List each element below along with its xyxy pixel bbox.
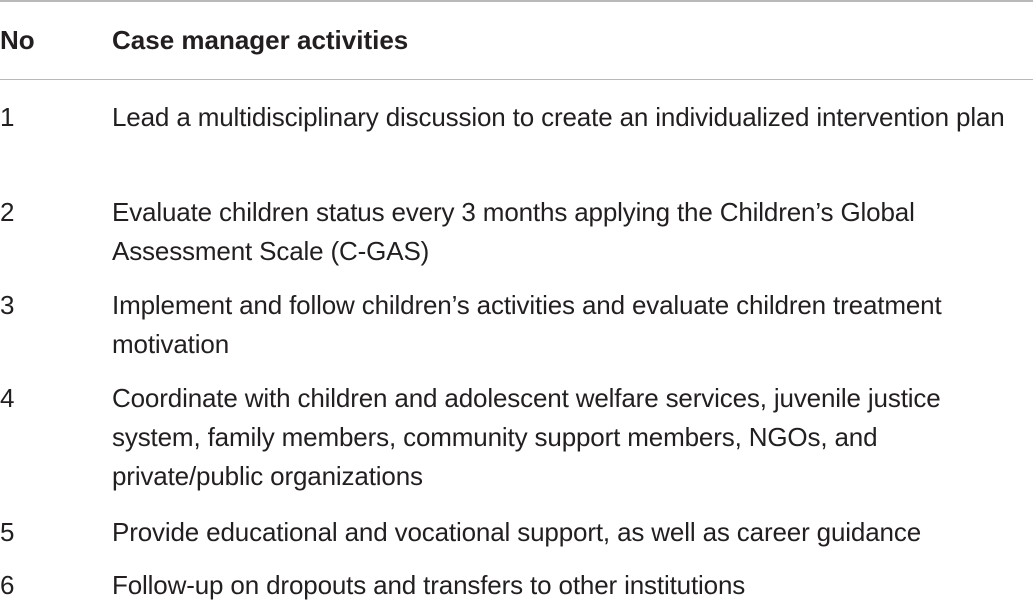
header-divider-rule — [0, 79, 1033, 80]
row-activity: Coordinate with children and adolescent welfare services, juvenile justice system, family members, community support members, NGOs, and private/public organizations — [112, 383, 941, 491]
row-activity: Follow-up on dropouts and transfers to other institutions — [112, 570, 746, 600]
column-header-no: No — [0, 25, 35, 55]
row-activity: Evaluate children status every 3 months applying the Children’s Global Assessment Scale (C-GAS) — [112, 197, 915, 266]
row-number: 5 — [0, 517, 15, 547]
row-number: 3 — [0, 290, 15, 320]
row-number: 4 — [0, 383, 15, 413]
row-activity: Lead a multidisciplinary discussion to create an individualized intervention plan — [112, 102, 1005, 132]
row-activity: Implement and follow children’s activities and evaluate children treatment motivation — [112, 290, 942, 359]
row-number: 1 — [0, 102, 15, 132]
column-header-activities: Case manager activities — [112, 25, 409, 55]
table-top-rule — [0, 0, 1033, 2]
row-number: 2 — [0, 197, 15, 227]
row-number: 6 — [0, 570, 15, 600]
row-activity: Provide educational and vocational support, as well as career guidance — [112, 517, 922, 547]
